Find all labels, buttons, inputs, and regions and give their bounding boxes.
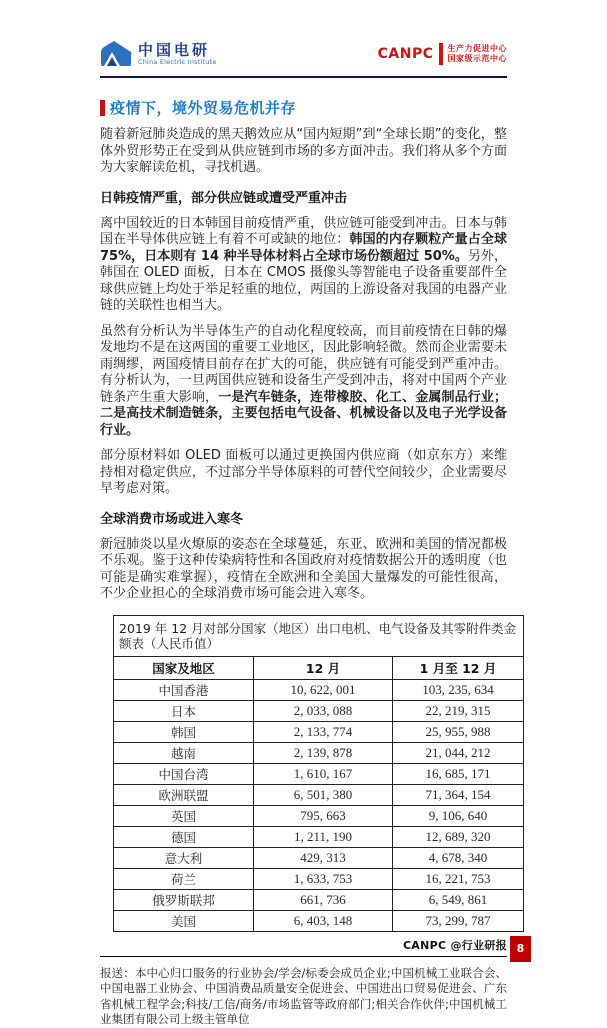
article-title-row bbox=[100, 97, 507, 118]
table-row bbox=[114, 847, 524, 868]
cei-logo-text bbox=[138, 42, 217, 66]
paragraph bbox=[100, 216, 507, 315]
table-body bbox=[114, 679, 524, 931]
body-text: 部分原材料如 OLED 面板可以通过更换国内供应商（如京东方）来维持相对稳定供应，不过部分半导体原料的可替代空间较少，企业需要尽早考虑对策。 bbox=[100, 448, 507, 496]
cei-logo-name-en: China Electric Institute bbox=[138, 57, 217, 66]
value-cell: 2, 133, 774 bbox=[254, 721, 393, 742]
canpc-acronym: CANPC bbox=[377, 45, 434, 62]
region-cell: 欧洲联盟 bbox=[114, 784, 254, 805]
paragraph bbox=[100, 324, 507, 440]
region-cell: 美国 bbox=[114, 910, 254, 931]
value-cell: 795, 663 bbox=[254, 805, 393, 826]
table-row bbox=[114, 805, 524, 826]
table-row bbox=[114, 721, 524, 742]
intro-paragraph: 随着新冠肺炎造成的黑天鹅效应从“国内短期”到“全球长期”的变化，整体外贸形势正在受到从供应链到市场的多方面冲击。我们将从多个方面为大家解读危机，寻找机遇。 bbox=[100, 127, 507, 175]
table-title: 2019 年 12 月对部分国家（地区）出口电机、电气设备及其零附件类金额表（人民币值） bbox=[114, 615, 524, 656]
column-header-region: 国家及地区 bbox=[114, 656, 254, 679]
canpc-divider-bar bbox=[439, 43, 443, 65]
value-cell: 16, 685, 171 bbox=[393, 763, 524, 784]
canpc-subtitle-line2: 国家级示范中心 bbox=[447, 53, 507, 63]
page-header bbox=[100, 38, 507, 78]
table-row bbox=[114, 910, 524, 931]
value-cell: 1, 211, 190 bbox=[254, 826, 393, 847]
section-heading-global-market: 全球消费市场或进入寒冬 bbox=[100, 511, 244, 527]
table-row bbox=[114, 784, 524, 805]
value-cell: 10, 622, 001 bbox=[254, 679, 393, 700]
column-header-december: 12 月 bbox=[254, 656, 393, 679]
emphasized-text: 一是汽车链条，连带橡胶、化工、金属制品行业；二是高技术制造链条，主要包括电气设备、机械设备以及电子光学设备行业。 bbox=[100, 389, 507, 438]
value-cell: 1, 633, 753 bbox=[254, 868, 393, 889]
canpc-logo bbox=[378, 43, 507, 65]
value-cell: 21, 044, 212 bbox=[393, 742, 524, 763]
footer-brand-label: CANPC @行业研报 bbox=[402, 938, 507, 952]
table-row bbox=[114, 742, 524, 763]
region-cell: 德国 bbox=[114, 826, 254, 847]
value-cell: 16, 221, 753 bbox=[393, 868, 524, 889]
region-cell: 中国香港 bbox=[114, 679, 254, 700]
body-text: 虽然有分析认为半导体生产的自动化程度较高，而目前疫情在日韩的爆发地均不是在这两国的重要工业地区，因此影响轻微。然而企业需要未雨绸缪，两国疫情目前存在扩大的可能，供应链有可能受到严重冲击。有分析认为，一旦两国供应链和设备生产受到冲击，将对中国两个产业链条产生重大影响， bbox=[100, 323, 507, 405]
value-cell: 71, 364, 154 bbox=[393, 784, 524, 805]
table-row bbox=[114, 889, 524, 910]
value-cell: 6, 501, 380 bbox=[254, 784, 393, 805]
region-cell: 英国 bbox=[114, 805, 254, 826]
value-cell: 25, 955, 988 bbox=[393, 721, 524, 742]
value-cell: 9, 106, 640 bbox=[393, 805, 524, 826]
emphasized-text: 韩国的内存颗粒产量占全球 75%，日本则有 14 种半导体材料占全球市场份额超过 50%。 bbox=[100, 232, 507, 264]
value-cell: 1, 610, 167 bbox=[254, 763, 393, 784]
export-value-table bbox=[113, 615, 524, 932]
canpc-subtitle-line1: 生产力促进中心 bbox=[447, 43, 507, 53]
region-cell: 越南 bbox=[114, 742, 254, 763]
region-cell: 中国台湾 bbox=[114, 763, 254, 784]
value-cell: 2, 139, 878 bbox=[254, 742, 393, 763]
region-cell: 荷兰 bbox=[114, 868, 254, 889]
cei-logo-name-cn: 中国电研 bbox=[138, 40, 211, 59]
table-header-row bbox=[114, 656, 524, 679]
paragraph bbox=[100, 537, 507, 603]
table-title-row bbox=[114, 615, 524, 656]
body-text: 另外，韩国在 OLED 面板，日本在 CMOS 摄像头等智能电子设备重要部件全球供应链上均处于举足轻重的地位，两国的上游设备对我国的电器产业链的关联性也相当大。 bbox=[100, 248, 507, 313]
article-title: 疫情下，境外贸易危机并存 bbox=[110, 99, 297, 117]
table-row bbox=[114, 763, 524, 784]
cei-logo bbox=[100, 40, 217, 67]
footer-brand-row bbox=[100, 938, 525, 957]
table-row bbox=[114, 826, 524, 847]
paragraph bbox=[100, 448, 507, 498]
column-header-jan-to-dec: 1 月至 12 月 bbox=[393, 656, 524, 679]
region-cell: 意大利 bbox=[114, 847, 254, 868]
value-cell: 4, 678, 340 bbox=[393, 847, 524, 868]
title-accent-bar bbox=[100, 100, 105, 116]
section-heading-japan-korea: 日韩疫情严重，部分供应链或遭受严重冲击 bbox=[100, 190, 348, 206]
value-cell: 22, 219, 315 bbox=[393, 700, 524, 721]
table-row bbox=[114, 679, 524, 700]
value-cell: 6, 403, 148 bbox=[254, 910, 393, 931]
body-text: 离中国较近的日本韩国目前疫情严重，供应链可能受到冲击。日本与韩国在半导体供应链上有着不可或缺的地位： bbox=[100, 215, 507, 247]
region-cell: 韩国 bbox=[114, 721, 254, 742]
value-cell: 429, 313 bbox=[254, 847, 393, 868]
value-cell: 103, 235, 634 bbox=[393, 679, 524, 700]
page-number-badge: 8 bbox=[510, 936, 531, 962]
region-cell: 俄罗斯联邦 bbox=[114, 889, 254, 910]
value-cell: 6, 549, 861 bbox=[393, 889, 524, 910]
value-cell: 73, 299, 787 bbox=[393, 910, 524, 931]
value-cell: 2, 033, 088 bbox=[254, 700, 393, 721]
canpc-subtitle bbox=[448, 44, 508, 64]
table-row bbox=[114, 700, 524, 721]
value-cell: 12, 689, 320 bbox=[393, 826, 524, 847]
region-cell: 日本 bbox=[114, 700, 254, 721]
table-row bbox=[114, 868, 524, 889]
value-cell: 661, 736 bbox=[254, 889, 393, 910]
distribution-note: 报送：本中心归口服务的行业协会/学会/标委会成员企业;中国机械工业联合会、中国电器工业协会、中国消费品质量安全促进会、中国进出口贸易促进会、广东省机械工程学会;科技/工信/商务/市场监管等政府部门;相关合作伙伴;中国机械工业集团有限公司上级主管单位 bbox=[100, 965, 507, 1026]
mountain-logo-icon bbox=[100, 40, 132, 67]
body-text: 新冠肺炎以星火燎原的姿态在全球蔓延，东亚、欧洲和美国的情况都极不乐观。鉴于这种传染病特性和各国政府对疫情数据公开的透明度（也可能是确实难掌握），疫情在全欧洲和全美国大量爆发的可能性很高，不少企业担心的全球消费市场可能会进入寒冬。 bbox=[100, 536, 507, 601]
